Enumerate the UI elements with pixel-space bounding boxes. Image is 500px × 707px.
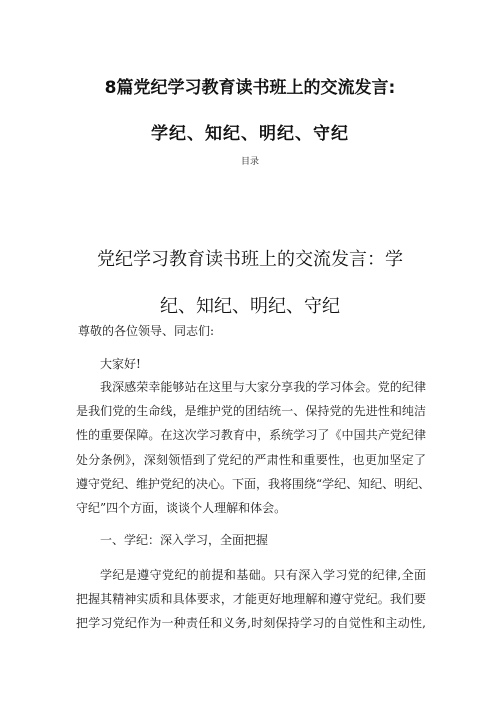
cover-title-line2: 学纪、知纪、明纪、守纪 [151,124,349,144]
paragraph-line: 我深感荣幸能够站在这里与大家分享我的学习体会。党的纪律 [100,380,426,394]
paragraph-line: 性的重要保障。在这次学习教育中，系统学习了《中国共产党纪律 [76,428,426,442]
article-heading-line2: 纪、知纪、明纪、守纪 [160,296,340,317]
paragraph-line: 守纪”四个方面，谈谈个人理解和体会。 [76,501,287,515]
paragraph-line: 遵守党纪、维护党纪的决心。下面，我将围绕“学纪、知纪、明纪、 [76,477,431,491]
paragraph-line: 处分条例》，深刻领悟到了党纪的严肃性和重要性，也更加坚定了 [76,453,426,467]
section-heading: 一、学纪：深入学习，全面把握 [100,533,269,547]
paragraph-line: 把学习党纪作为一种责任和义务,时刻保持学习的自觉性和主动性, [76,616,426,630]
salutation: 尊敬的各位领导、同志们: [78,324,215,338]
paragraph-line: 把握其精神实质和具体要求，才能更好地理解和遵守党纪。我们要 [76,592,426,606]
article-heading-line1: 党纪学习教育读书班上的交流发言：学 [97,249,403,270]
toc-label: 目录 [240,157,259,167]
paragraph-line: 学纪是遵守党纪的前提和基础。只有深入学习党的纪律,全面 [100,568,426,582]
greeting: 大家好! [100,357,141,371]
cover-title-line1: 8篇党纪学习教育读书班上的交流发言: [104,78,396,98]
paragraph-line: 是我们党的生命线，是维护党的团结统一、保持党的先进性和纯洁 [76,404,426,418]
